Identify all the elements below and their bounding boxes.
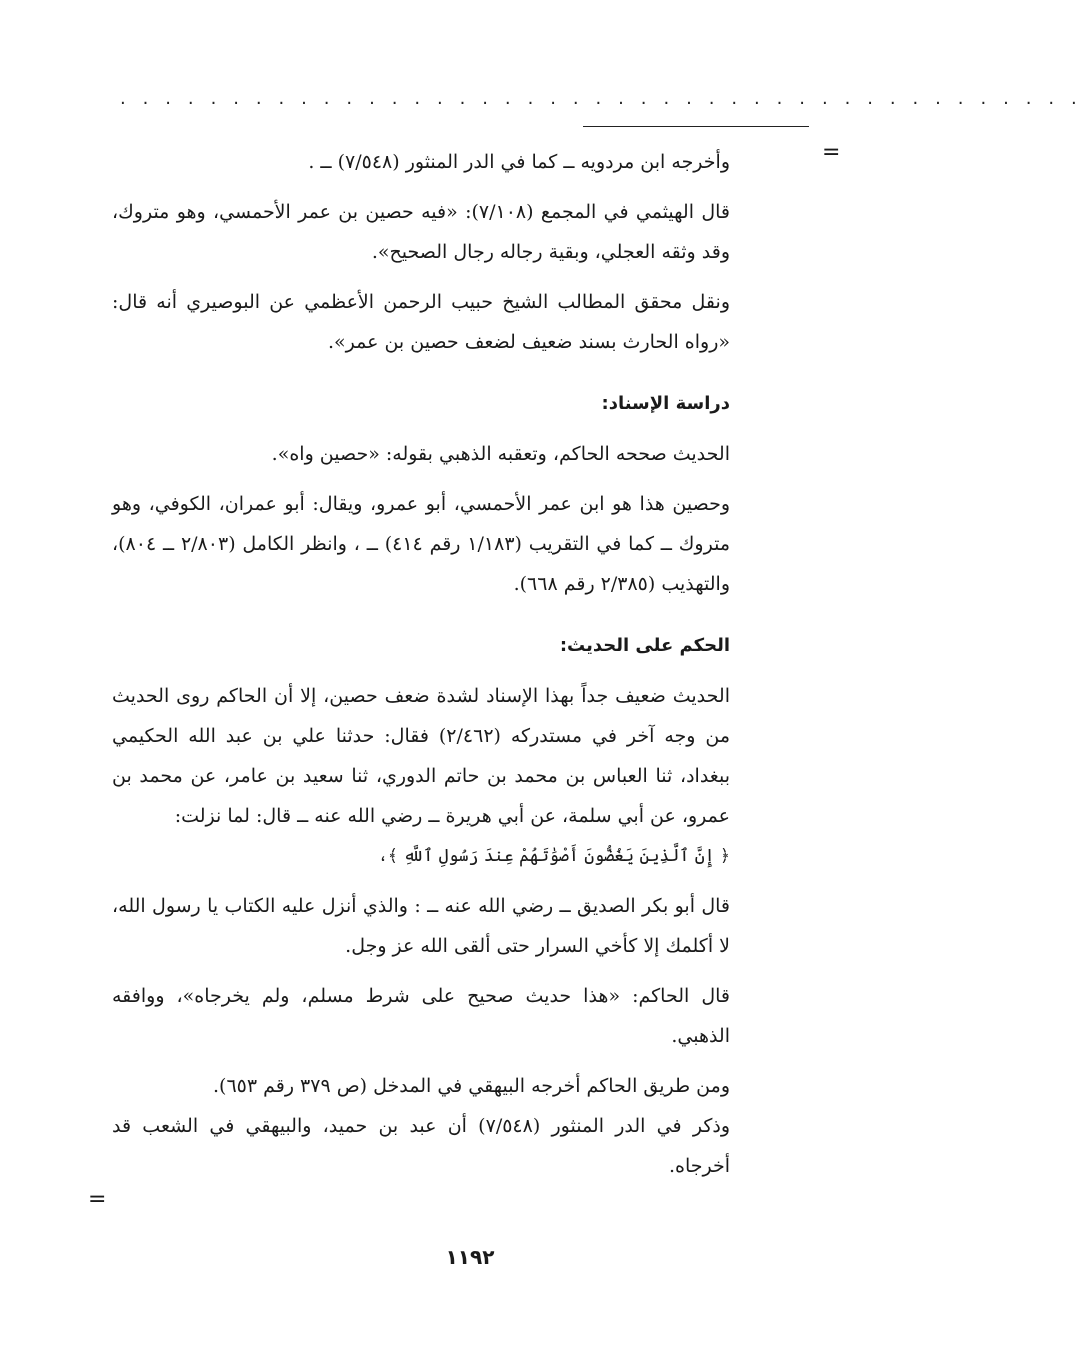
paragraph-haythami: قال الهيثمي في المجمع (٧/١٠٨): «فيه حصين بن عمر الأحمسي، وهو متروك، وقد وثقه العجلي، وبقية رجاله رجال الصحيح». — [112, 201, 730, 263]
footnote-rule — [583, 126, 809, 127]
paragraph-abu-bakr: قال أبو بكر الصديق ــ رضي الله عنه ــ : والذي أنزل عليه الكتاب يا رسول الله، لا أكلمك إلا كأخي السرار حتى ألقى الله عز وجل. — [112, 895, 730, 957]
heading-isnad-study: دراسة الإسناد: — [601, 393, 730, 414]
margin-continuation-mark-top: = — [822, 140, 841, 165]
paragraph-busiri: ونقل محقق المطالب الشيخ حبيب الرحمن الأعظمي عن البوصيري أنه قال: «رواه الحارث بسند ضعيف لضعف حصين بن عمر». — [112, 291, 730, 353]
margin-continuation-mark-bottom: = — [88, 1187, 107, 1212]
page-number: ١١٩٢ — [445, 1245, 495, 1269]
paragraph-ruling: الحديث ضعيف جداً بهذا الإسناد لشدة ضعف حصين، إلا أن الحاكم روى الحديث من وجه آخر في مستدركه (٢/٤٦٢) فقال: حدثنا علي بن عبد الله الحكيمي ببغداد، ثنا العباس بن محمد بن حاتم الدوري، ثنا سعيد بن عامر، عن محمد بن عمرو، عن أبي سلمة، عن أبي هريرة ــ رضي الله عنه ــ قال: لما نزلت: — [112, 685, 730, 827]
quran-verse: ﴿ إِنَّ ٱلَّذِينَ يَغُضُّونَ أَصْوَٰتَهُمْ عِندَ رَسُولِ ٱللَّهِ ﴾، — [377, 846, 730, 866]
paragraph-ibn-mardawayh: وأخرجه ابن مردويه ــ كما في الدر المنثور (٧/٥٤٨) ــ . — [308, 151, 730, 173]
paragraph-hakim-verdict: قال الحاكم: «هذا حديث صحيح على شرط مسلم، ولم يخرجاه»، ووافقه الذهبي. — [112, 985, 730, 1047]
page-body — [112, 142, 730, 1196]
footnote-separator-dots: . . . . . . . . . . . . . . . . . . . . . . . . . . . . . . . . . . . . . . . . . . . — [120, 88, 1082, 109]
paragraph-hakim-dhahabi: الحديث صححه الحاكم، وتعقبه الذهبي بقوله: «حصين واه». — [271, 443, 730, 465]
paragraph-durr-manthur: وذكر في الدر المنثور (٧/٥٤٨) أن عبد بن حميد، والبيهقي في الشعب قد أخرجاه. — [112, 1115, 730, 1177]
paragraph-bayhaqi-madkhal: ومن طريق الحاكم أخرجه البيهقي في المدخل (ص ٣٧٩ رقم ٦٥٣). — [212, 1075, 730, 1097]
paragraph-husayn-bio: وحصين هذا هو ابن عمر الأحمسي، أبو عمرو، ويقال: أبو عمران، الكوفي، وهو متروك ــ كما في التقريب (١/١٨٣ رقم ٤١٤) ــ ، وانظر الكامل (٢/٨٠٣ ــ ٨٠٤)، والتهذيب (٢/٣٨٥ رقم ٦٦٨). — [112, 493, 730, 595]
heading-hadith-ruling: الحكم على الحديث: — [559, 635, 730, 656]
